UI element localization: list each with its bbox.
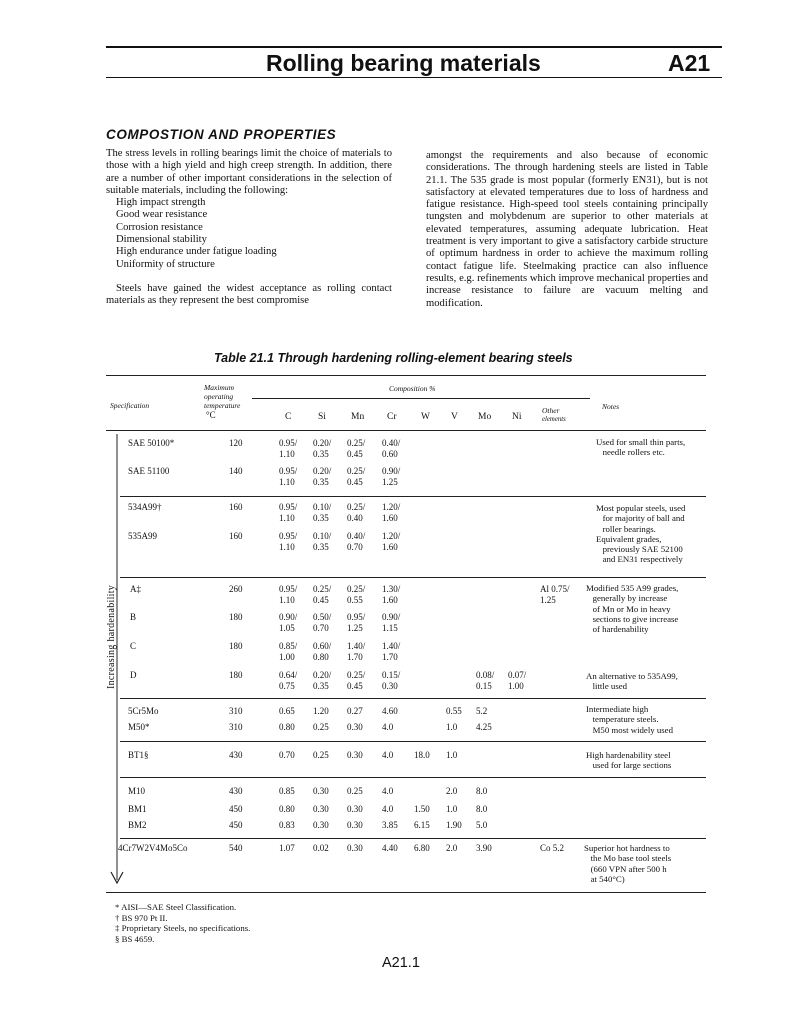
table-bottom-rule bbox=[106, 892, 706, 893]
cell-cr: 1.40/ 1.70 bbox=[382, 641, 401, 662]
cell-v: 1.0 bbox=[446, 804, 458, 814]
row-specification: D bbox=[130, 670, 137, 680]
requirements-list bbox=[106, 197, 392, 271]
row-specification: 535A99 bbox=[128, 531, 157, 541]
cell-mo: 5.2 bbox=[476, 706, 488, 716]
cell-mn: 0.30 bbox=[347, 820, 363, 830]
cell-mn: 0.30 bbox=[347, 843, 363, 853]
cell-si: 0.25/ 0.45 bbox=[313, 584, 332, 605]
cell-mn: 0.30 bbox=[347, 722, 363, 732]
cell-mn: 0.40/ 0.70 bbox=[347, 531, 366, 552]
row-note: Intermediate high temperature steels. M50 most widely used bbox=[586, 704, 673, 735]
cell-si: 0.20/ 0.35 bbox=[313, 438, 332, 459]
cell-v: 1.0 bbox=[446, 722, 458, 732]
cell-si: 0.50/ 0.70 bbox=[313, 612, 332, 633]
cell-si: 0.25 bbox=[313, 750, 329, 760]
row-note: Superior hot hardness to the Mo base tool steels (660 VPN after 500 h at 540°C) bbox=[584, 843, 672, 884]
cell-w: 6.80 bbox=[414, 843, 430, 853]
header-si: Si bbox=[318, 412, 326, 422]
left-para-2: Steels have gained the widest acceptance as rolling contact materials as they represent the best compromise bbox=[106, 282, 392, 307]
group-rule bbox=[120, 838, 706, 839]
cell-mn: 0.25/ 0.45 bbox=[347, 670, 366, 691]
cell-si: 0.30 bbox=[313, 820, 329, 830]
cell-mn: 0.25 bbox=[347, 786, 363, 796]
page-number: A21.1 bbox=[382, 955, 420, 971]
row-specification: C bbox=[130, 641, 137, 651]
cell-cr: 0.15/ 0.30 bbox=[382, 670, 401, 691]
cell-v: 2.0 bbox=[446, 786, 458, 796]
cell-cr: 4.40 bbox=[382, 843, 398, 853]
section-heading: COMPOSTION AND PROPERTIES bbox=[106, 127, 337, 142]
row-max-temp: 140 bbox=[229, 466, 243, 476]
header-notes: Notes bbox=[602, 402, 620, 411]
footnote: § BS 4659. bbox=[115, 933, 155, 944]
cell-c: 0.95/ 1.10 bbox=[279, 466, 298, 487]
list-item: High impact strength bbox=[116, 197, 206, 209]
cell-cr: 0.40/ 0.60 bbox=[382, 438, 401, 459]
cell-cr: 4.0 bbox=[382, 722, 394, 732]
cell-mn: 0.25/ 0.45 bbox=[347, 466, 366, 487]
section-code: A21 bbox=[668, 50, 711, 76]
row-note: Most popular steels, used for majority of ball and roller bearings. Equivalent grades, previously SAE 52100 and EN31 respectively bbox=[596, 503, 686, 565]
row-note: Modified 535 A99 grades, generally by increase of Mn or Mo in heavy sections to give increase of hardenability bbox=[586, 583, 679, 635]
cell-mo: 8.0 bbox=[476, 786, 488, 796]
row-max-temp: 180 bbox=[229, 612, 243, 622]
cell-c: 0.65 bbox=[279, 706, 295, 716]
cell-cr: 1.20/ 1.60 bbox=[382, 502, 401, 523]
row-max-temp: 180 bbox=[229, 641, 243, 651]
cell-c: 1.07 bbox=[279, 843, 295, 853]
header-c: C bbox=[285, 412, 292, 422]
header-bottom-rule bbox=[106, 77, 722, 78]
cell-c: 0.90/ 1.05 bbox=[279, 612, 298, 633]
header-max-temp-3: temperature bbox=[204, 401, 241, 410]
footnote: † BS 970 Pt II. bbox=[115, 912, 168, 923]
row-max-temp: 430 bbox=[229, 786, 243, 796]
header-mn: Mn bbox=[351, 412, 365, 422]
row-max-temp: 310 bbox=[229, 722, 243, 732]
cell-si: 0.30 bbox=[313, 786, 329, 796]
cell-mo: 0.08/ 0.15 bbox=[476, 670, 495, 691]
row-max-temp: 260 bbox=[229, 584, 243, 594]
cell-mn: 0.95/ 1.25 bbox=[347, 612, 366, 633]
cell-mo: 3.90 bbox=[476, 843, 492, 853]
header-v: V bbox=[451, 412, 458, 422]
list-item: Corrosion resistance bbox=[116, 221, 203, 233]
header-bottom-rule bbox=[106, 430, 706, 431]
header-composition: Composition % bbox=[389, 384, 436, 393]
group-rule bbox=[120, 777, 706, 778]
cell-cr: 0.90/ 1.15 bbox=[382, 612, 401, 633]
side-label: Increasing hardenability bbox=[106, 584, 117, 689]
cell-v: 1.90 bbox=[446, 820, 462, 830]
row-note: Used for small thin parts, needle rollers etc. bbox=[596, 437, 686, 458]
row-specification: SAE 51100 bbox=[128, 466, 170, 476]
cell-w: 6.15 bbox=[414, 820, 430, 830]
cell-mo: 8.0 bbox=[476, 804, 488, 814]
row-note: An alternative to 535A99, little used bbox=[586, 671, 678, 692]
row-specification: 4Cr7W2V4Mo5Co bbox=[118, 843, 188, 853]
row-max-temp: 120 bbox=[229, 438, 243, 448]
left-para-1: The stress levels in rolling bearings limit the choice of materials to those with a high yield and high creep strength. In addition, there are a number of other important considerations in the selection of suitable materials, including the following: bbox=[106, 148, 392, 196]
row-specification: 534A99† bbox=[128, 502, 162, 512]
cell-si: 1.20 bbox=[313, 706, 329, 716]
cell-mo: 4.25 bbox=[476, 722, 492, 732]
cell-other: Co 5.2 bbox=[540, 843, 565, 853]
cell-c: 0.80 bbox=[279, 804, 295, 814]
list-item: Uniformity of structure bbox=[116, 258, 215, 270]
cell-w: 18.0 bbox=[414, 750, 430, 760]
header-cr: Cr bbox=[387, 412, 397, 422]
header-other-2: elements bbox=[542, 416, 566, 423]
row-max-temp: 180 bbox=[229, 670, 243, 680]
header-w: W bbox=[421, 412, 430, 422]
row-max-temp: 160 bbox=[229, 502, 243, 512]
row-specification: 5Cr5Mo bbox=[128, 706, 159, 716]
cell-c: 0.95/ 1.10 bbox=[279, 584, 298, 605]
composition-rule bbox=[252, 398, 590, 399]
cell-si: 0.10/ 0.35 bbox=[313, 531, 332, 552]
row-specification: BT1§ bbox=[128, 750, 149, 760]
group-rule bbox=[120, 496, 706, 497]
cell-mo: 5.0 bbox=[476, 820, 488, 830]
cell-si: 0.25 bbox=[313, 722, 329, 732]
cell-c: 0.85/ 1.00 bbox=[279, 641, 298, 662]
cell-mn: 0.25/ 0.40 bbox=[347, 502, 366, 523]
row-specification: M50* bbox=[128, 722, 150, 732]
row-specification: A‡ bbox=[130, 584, 141, 594]
row-max-temp: 430 bbox=[229, 750, 243, 760]
cell-si: 0.30 bbox=[313, 804, 329, 814]
right-column bbox=[426, 150, 708, 310]
cell-w: 1.50 bbox=[414, 804, 430, 814]
row-specification: B bbox=[130, 612, 137, 622]
cell-v: 2.0 bbox=[446, 843, 458, 853]
header-max-temp-2: operating bbox=[204, 392, 234, 401]
header-top-rule bbox=[106, 46, 722, 48]
row-specification: M10 bbox=[128, 786, 146, 796]
cell-cr: 1.30/ 1.60 bbox=[382, 584, 401, 605]
cell-si: 0.10/ 0.35 bbox=[313, 502, 332, 523]
cell-cr: 4.0 bbox=[382, 786, 394, 796]
cell-cr: 0.90/ 1.25 bbox=[382, 466, 401, 487]
cell-si: 0.60/ 0.80 bbox=[313, 641, 332, 662]
page-title: Rolling bearing materials bbox=[266, 50, 541, 76]
row-specification: SAE 50100* bbox=[128, 438, 175, 448]
cell-c: 0.64/ 0.75 bbox=[279, 670, 298, 691]
cell-cr: 4.0 bbox=[382, 750, 394, 760]
cell-cr: 4.0 bbox=[382, 804, 394, 814]
cell-cr: 3.85 bbox=[382, 820, 398, 830]
list-item: Dimensional stability bbox=[116, 234, 207, 246]
row-max-temp: 310 bbox=[229, 706, 243, 716]
cell-v: 0.55 bbox=[446, 706, 462, 716]
footnotes bbox=[115, 902, 250, 944]
group-rule bbox=[120, 577, 706, 578]
cell-c: 0.85 bbox=[279, 786, 295, 796]
cell-mn: 0.27 bbox=[347, 706, 363, 716]
list-item: Good wear resistance bbox=[116, 209, 208, 221]
row-specification: BM1 bbox=[128, 804, 147, 814]
cell-c: 0.83 bbox=[279, 820, 295, 830]
row-specification: BM2 bbox=[128, 820, 147, 830]
list-item: High endurance under fatigue loading bbox=[116, 246, 277, 258]
row-note: High hardenability steel used for large sections bbox=[586, 750, 672, 771]
header-max-temp-unit: °C bbox=[206, 410, 216, 420]
cell-mn: 0.25/ 0.45 bbox=[347, 438, 366, 459]
footnote: * AISI—SAE Steel Classification. bbox=[115, 902, 237, 912]
header-specification: Specification bbox=[110, 401, 150, 410]
cell-v: 1.0 bbox=[446, 750, 458, 760]
cell-mn: 1.40/ 1.70 bbox=[347, 641, 366, 662]
group-rule bbox=[120, 741, 706, 742]
cell-c: 0.95/ 1.10 bbox=[279, 438, 298, 459]
cell-mn: 0.25/ 0.55 bbox=[347, 584, 366, 605]
cell-ni: 0.07/ 1.00 bbox=[508, 670, 527, 691]
header-max-temp-1: Maximum bbox=[204, 383, 234, 392]
group-rule bbox=[120, 698, 706, 699]
cell-c: 0.70 bbox=[279, 750, 295, 760]
cell-si: 0.02 bbox=[313, 843, 329, 853]
cell-other: Al 0.75/ 1.25 bbox=[540, 584, 570, 605]
cell-si: 0.20/ 0.35 bbox=[313, 466, 332, 487]
right-para: amongst the requirements and also because of economic considerations. The through hardening steels are listed in Table 21.1. The 535 grade is most popular (formerly EN31), but is not satisfactory at elevated temperatures due to loss of hardness and fatigue resistance. High-speed tool steels containing principally tungsten and molybdenum are superior to other materials at elevated temperatures, assuming adequate lubrication. Heat treatment is very important to give a satisfactory carbide structure of optimum hardness in order to achieve the maximum rolling contact fatigue life. Steelmaking practice can also influence results, e.g. refinements which improve mechanical properties and increase resistance to failure are vacuum melting and modification. bbox=[426, 150, 708, 309]
table-title: Table 21.1 Through hardening rolling-element bearing steels bbox=[214, 351, 573, 365]
cell-cr: 4.60 bbox=[382, 706, 398, 716]
header-ni: Ni bbox=[512, 412, 522, 422]
row-max-temp: 540 bbox=[229, 843, 243, 853]
cell-mn: 0.30 bbox=[347, 804, 363, 814]
left-column bbox=[106, 148, 392, 308]
footnote: ‡ Proprietary Steels, no specifications. bbox=[115, 923, 251, 933]
cell-c: 0.80 bbox=[279, 722, 295, 732]
cell-cr: 1.20/ 1.60 bbox=[382, 531, 401, 552]
row-max-temp: 450 bbox=[229, 820, 243, 830]
table-top-rule bbox=[106, 375, 706, 376]
cell-c: 0.95/ 1.10 bbox=[279, 531, 298, 552]
cell-mn: 0.30 bbox=[347, 750, 363, 760]
cell-si: 0.20/ 0.35 bbox=[313, 670, 332, 691]
header-mo: Mo bbox=[478, 412, 492, 422]
header-other-1: Other bbox=[542, 406, 560, 415]
row-max-temp: 160 bbox=[229, 531, 243, 541]
cell-c: 0.95/ 1.10 bbox=[279, 502, 298, 523]
row-max-temp: 450 bbox=[229, 804, 243, 814]
